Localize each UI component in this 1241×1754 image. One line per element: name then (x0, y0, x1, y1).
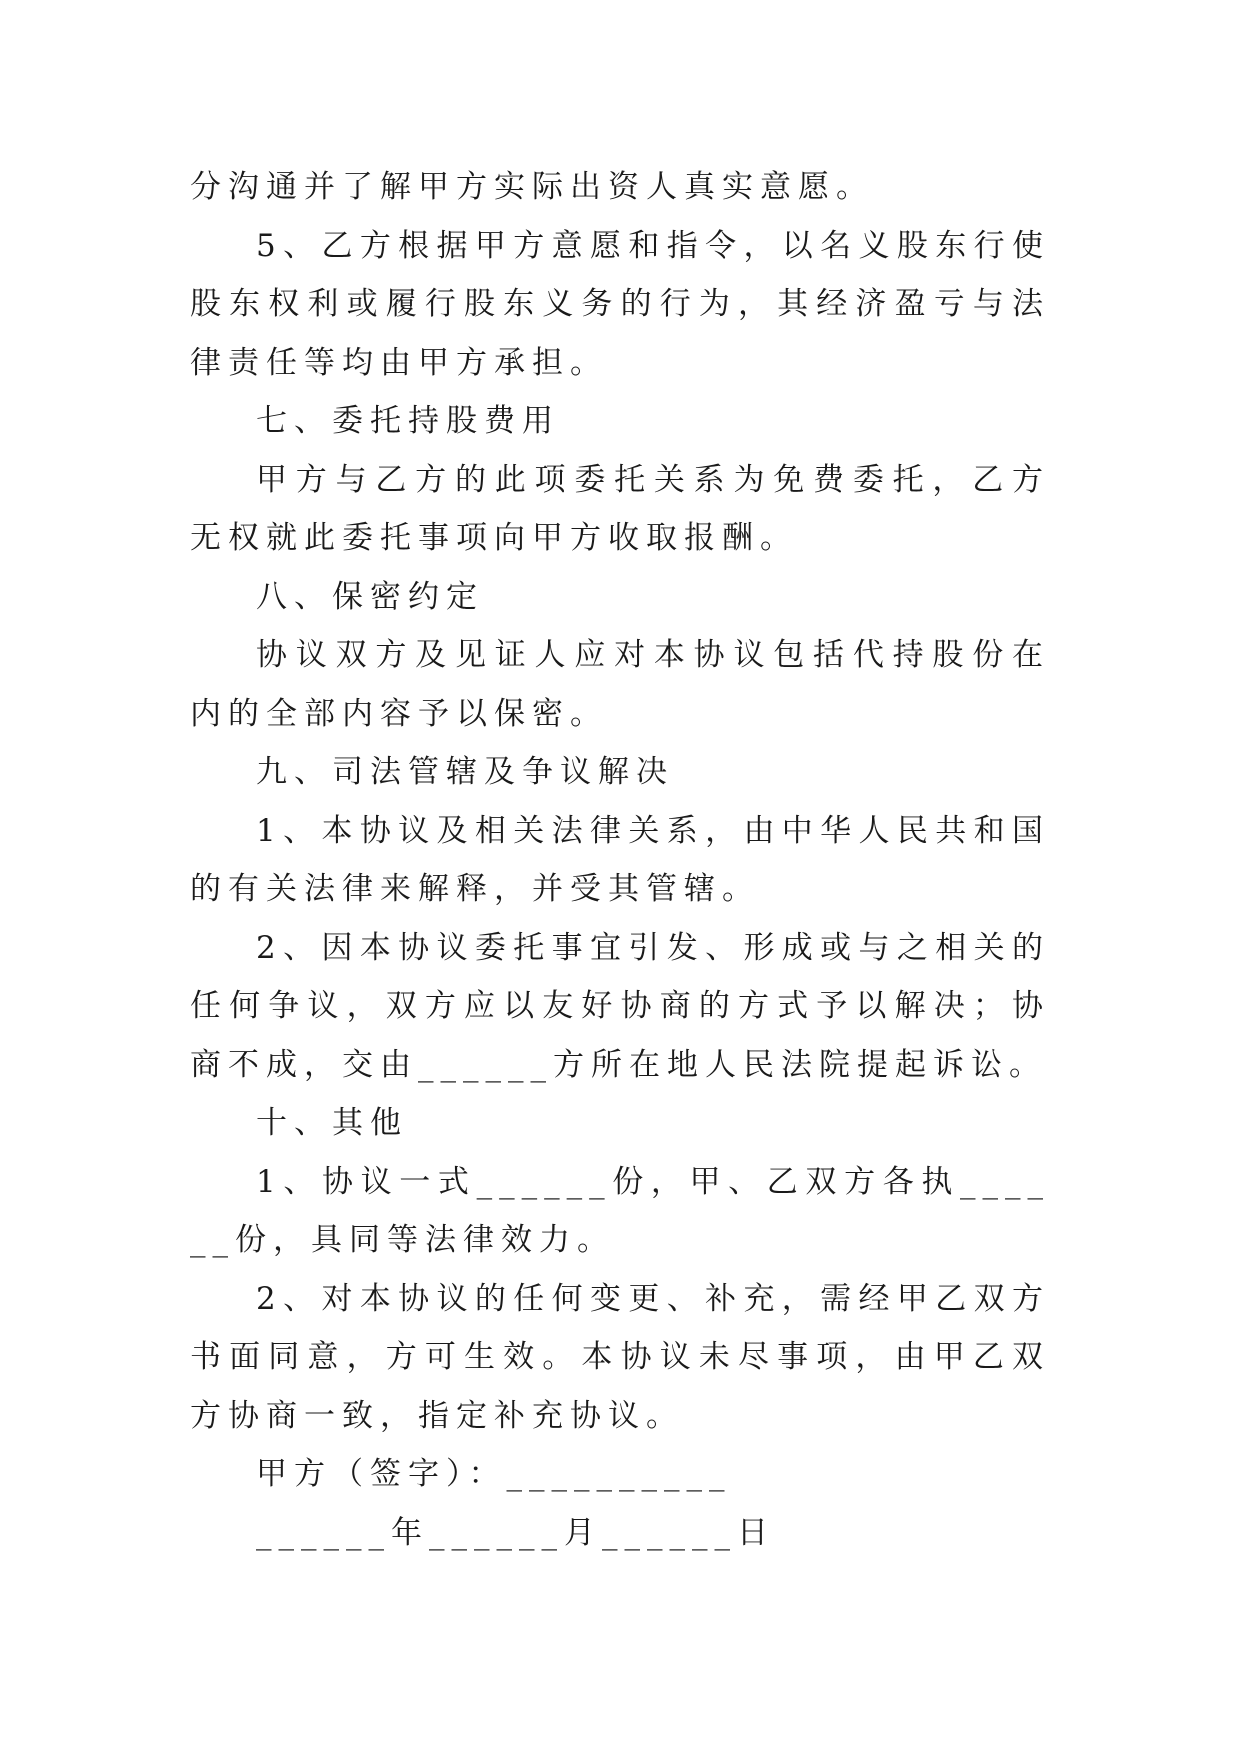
date-line: ______年______月______日 (256, 1514, 775, 1551)
paragraph-clause-6-5: 5、乙方根据甲方意愿和指令，以名义股东行使股东权利或履行股东义务的行为，其经济盈亏与法律责任等均由甲方承担。 (190, 227, 1050, 381)
section-heading-8: 八、保密约定 (256, 578, 484, 615)
paragraph-clause-9-1: 1、本协议及相关法律关系，由中华人民共和国的有关法律来解释，并受其管辖。 (190, 812, 1050, 907)
paragraph-clause-7: 甲方与乙方的此项委托关系为免费委托，乙方无权就此委托事项向甲方收取报酬。 (190, 461, 1050, 556)
paragraph-clause-9-2: 2、因本协议委托事宜引发、形成或与之相关的任何争议，双方应以友好协商的方式予以解决；协商不成，交由______方所在地人民法院提起诉讼。 (190, 929, 1050, 1083)
signature-line-party-a: 甲方（签字）：__________ (256, 1456, 732, 1492)
paragraph-clause-10-2: 2、对本协议的任何变更、补充，需经甲乙双方书面同意，方可生效。本协议未尽事项，由甲乙双方协商一致，指定补充协议。 (190, 1280, 1050, 1434)
section-heading-7: 七、委托持股费用 (256, 403, 560, 439)
document-body (190, 158, 1050, 1562)
paragraph-clause-8: 协议双方及见证人应对本协议包括代持股份在内的全部内容予以保密。 (190, 637, 1050, 732)
paragraph-clause-10-1: 1、协议一式______份，甲、乙双方各执______份，具同等法律效力。 (190, 1163, 1050, 1258)
section-heading-9: 九、司法管辖及争议解决 (256, 754, 674, 790)
section-heading-10: 十、其他 (256, 1105, 408, 1141)
paragraph-continuation: 分沟通并了解甲方实际出资人真实意愿。 (190, 169, 874, 205)
